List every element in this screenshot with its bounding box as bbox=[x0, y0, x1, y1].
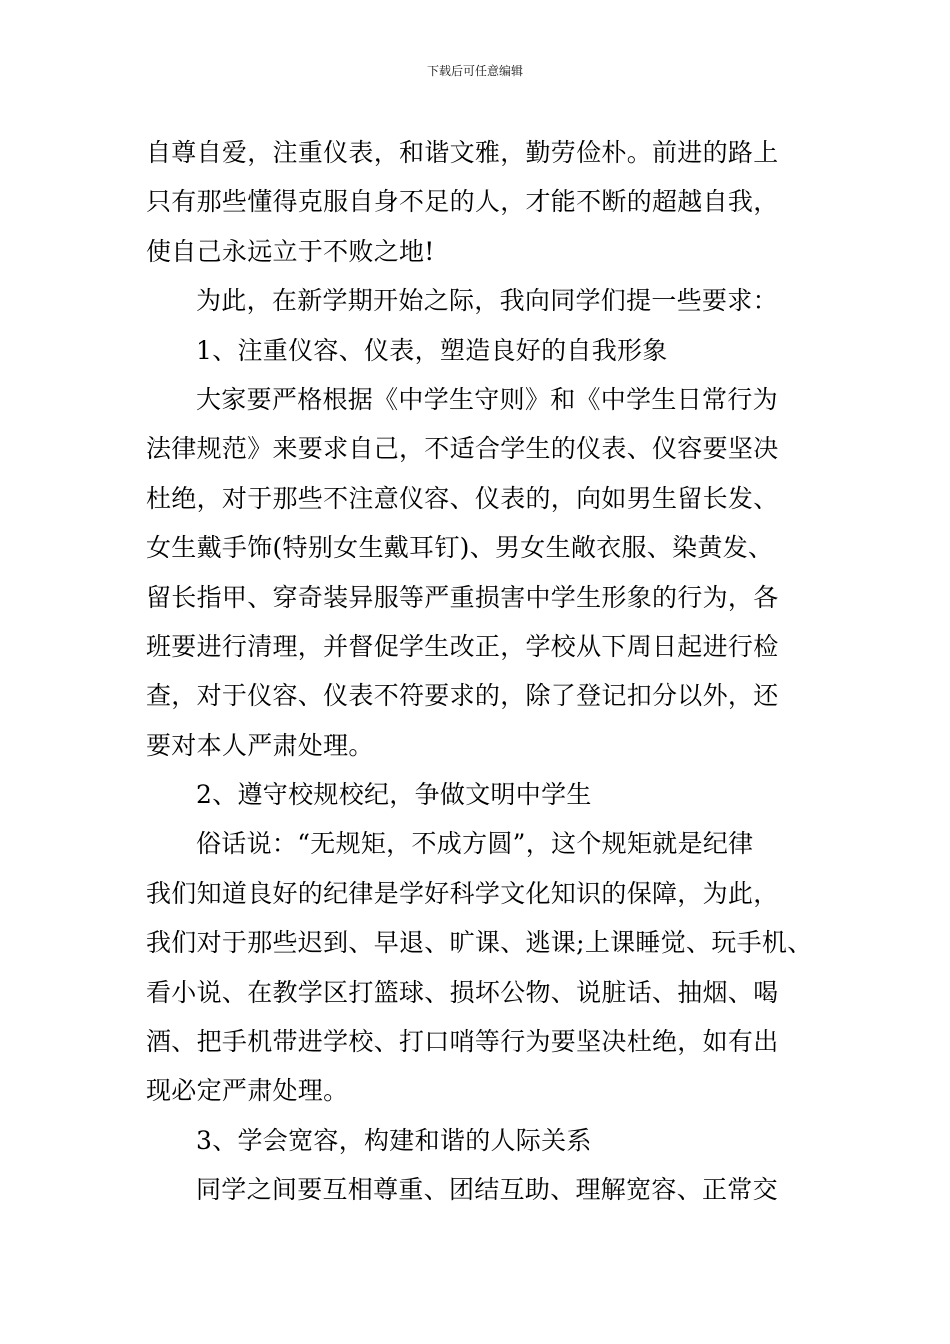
text-line: 我们知道良好的纪律是学好科学文化知识的保障，为此， bbox=[146, 878, 779, 908]
text-line: 留长指甲、穿奇装异服等严重损害中学生形象的行为，各 bbox=[146, 582, 779, 612]
text-line: 班要进行清理，并督促学生改正，学校从下周日起进行检 bbox=[146, 631, 779, 661]
text-line: 为此，在新学期开始之际，我向同学们提一些要求： bbox=[196, 286, 778, 316]
page-header: 下载后可任意编辑 bbox=[426, 64, 523, 78]
text-line: 只有那些懂得克服自身不足的人，才能不断的超越自我， bbox=[146, 187, 779, 217]
text-line: 法律规范》来要求自己，不适合学生的仪表、仪容要坚决 bbox=[146, 434, 779, 464]
section-heading: 3、学会宽容，构建和谐的人际关系 bbox=[196, 1125, 592, 1155]
text-line: 要对本人严肃处理。 bbox=[146, 730, 374, 760]
text-line: 自尊自爱，注重仪表，和谐文雅，勤劳俭朴。前进的路上 bbox=[146, 138, 779, 167]
text-line: 女生戴手饰(特别女生戴耳钉)、男女生敞衣服、染黄发、 bbox=[146, 533, 774, 563]
body-text bbox=[146, 128, 846, 1215]
text-line: 大家要严格根据《中学生守则》和《中学生日常行为 bbox=[196, 384, 778, 414]
text-line: 同学之间要互相尊重、团结互助、理解宽容、正常交 bbox=[196, 1175, 778, 1205]
text-line: 酒、把手机带进学校、打口哨等行为要坚决杜绝，如有出 bbox=[146, 1027, 779, 1057]
text-line: 查，对于仪容、仪表不符要求的，除了登记扣分以外，还 bbox=[146, 681, 779, 711]
section-heading: 2、遵守校规校纪，争做文明中学生 bbox=[196, 780, 592, 810]
text-line: 俗话说：“无规矩，不成方圆”，这个规矩就是纪律 bbox=[196, 829, 754, 859]
text-line: 我们对于那些迟到、早退、旷课、逃课;上课睡觉、玩手机、 bbox=[146, 928, 813, 958]
text-line: 杜绝，对于那些不注意仪容、仪表的，向如男生留长发、 bbox=[146, 483, 779, 513]
text-line: 使自己永远立于不败之地! bbox=[146, 236, 435, 266]
text-line: 现必定严肃处理。 bbox=[146, 1076, 349, 1106]
section-heading: 1、注重仪容、仪表，塑造良好的自我形象 bbox=[196, 335, 668, 365]
text-line: 看小说、在教学区打篮球、损坏公物、说脏话、抽烟、喝 bbox=[146, 977, 779, 1007]
